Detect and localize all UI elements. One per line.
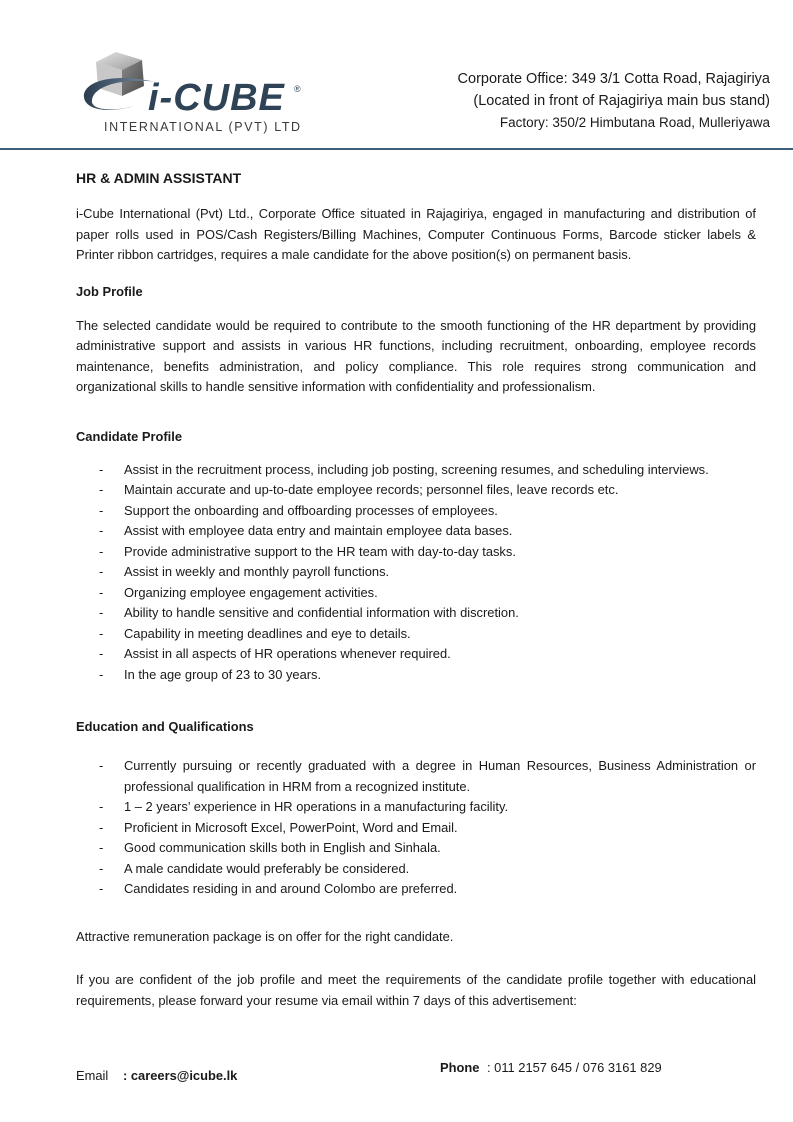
phone-number: : 011 2157 645 / 076 3161 829 <box>487 1060 662 1075</box>
candidate-profile-list <box>76 460 756 686</box>
email-link[interactable]: : careers@icube.lk <box>123 1068 238 1083</box>
list-item: - In the age group of 23 to 30 years. <box>76 665 756 686</box>
header-divider <box>0 148 793 150</box>
education-heading: Education and Qualifications <box>76 719 254 734</box>
contact-details <box>76 1060 756 1084</box>
phone-label: Phone <box>440 1060 480 1075</box>
svg-text:i-CUBE: i-CUBE <box>148 77 285 118</box>
job-title: HR & ADMIN ASSISTANT <box>76 170 242 186</box>
list-item: - Assist in the recruitment process, including job posting, screening resumes, and scheduling interviews. <box>76 460 756 481</box>
advert-body <box>76 168 756 1011</box>
list-item: - Support the onboarding and offboarding processes of employees. <box>76 501 756 522</box>
list-item: - Good communication skills both in English and Sinhala. <box>76 838 756 859</box>
list-item: - 1 – 2 years’ experience in HR operations in a manufacturing facility. <box>76 797 756 818</box>
list-item: - Maintain accurate and up-to-date employee records; personnel files, leave records etc. <box>76 480 756 501</box>
factory-address: Factory: 350/2 Himbutana Road, Mulleriyawa <box>499 115 770 130</box>
list-item: - Assist in all aspects of HR operations whenever required. <box>76 644 756 665</box>
remuneration-text: Attractive remuneration package is on offer for the right candidate. <box>76 928 454 944</box>
office-location-note: (Located in front of Rajagiriya main bus stand) <box>473 93 770 109</box>
job-profile-heading: Job Profile <box>76 283 143 299</box>
list-item: - Assist in weekly and monthly payroll functions. <box>76 562 756 583</box>
svg-text:®: ® <box>294 84 301 94</box>
page-header <box>0 0 793 152</box>
list-item: - Organizing employee engagement activities. <box>76 583 756 604</box>
list-item: - Assist with employee data entry and maintain employee data bases. <box>76 521 756 542</box>
intro-paragraph: i-Cube International (Pvt) Ltd., Corporate Office situated in Rajagiriya, engaged in manufacturing and distribution of paper rolls used in POS/Cash Registers/Billing Machines, Computer Continuous Forms, Barcode sticker labels & Printer ribbon cartridges, requires a male candidate for the above position(s) on permanent basis. <box>76 206 756 262</box>
cube-logo-icon <box>82 48 312 118</box>
list-item: - Candidates residing in and around Colombo are preferred. <box>76 879 756 900</box>
email-label: Email <box>76 1068 109 1083</box>
company-subtitle: INTERNATIONAL (PVT) LTD <box>104 120 302 134</box>
company-address <box>458 68 770 134</box>
list-item: - Proficient in Microsoft Excel, PowerPoint, Word and Email. <box>76 818 756 839</box>
candidate-profile-heading: Candidate Profile <box>76 428 183 444</box>
list-item: - Provide administrative support to the HR team with day-to-day tasks. <box>76 542 756 563</box>
list-item: - A male candidate would preferably be considered. <box>76 859 756 880</box>
education-list <box>76 756 756 900</box>
list-item: - Currently pursuing or recently graduated with a degree in Human Resources, Business Administration or professional qualification in HRM from a recognized institute. <box>76 756 756 797</box>
list-item: - Capability in meeting deadlines and eye to details. <box>76 624 756 645</box>
company-logo <box>82 48 312 138</box>
list-item: - Ability to handle sensitive and confidential information with discretion. <box>76 603 756 624</box>
job-profile-text: The selected candidate would be required to contribute to the smooth functioning of the HR department by providing administrative support and assists in various HR functions, including recruitment, onboarding, employee records maintenance, benefits administration, and policy compliance. This role requires strong communication and organizational skills to handle sensitive information with confidentiality and professionalism. <box>76 317 756 394</box>
application-instruction: If you are confident of the job profile and meet the requirements of the candidate profile together with educational requirements, please forward your resume via email within 7 days of this advertisement: <box>76 972 756 1008</box>
corporate-office-address: Corporate Office: 349 3/1 Cotta Road, Rajagiriya <box>457 71 770 87</box>
